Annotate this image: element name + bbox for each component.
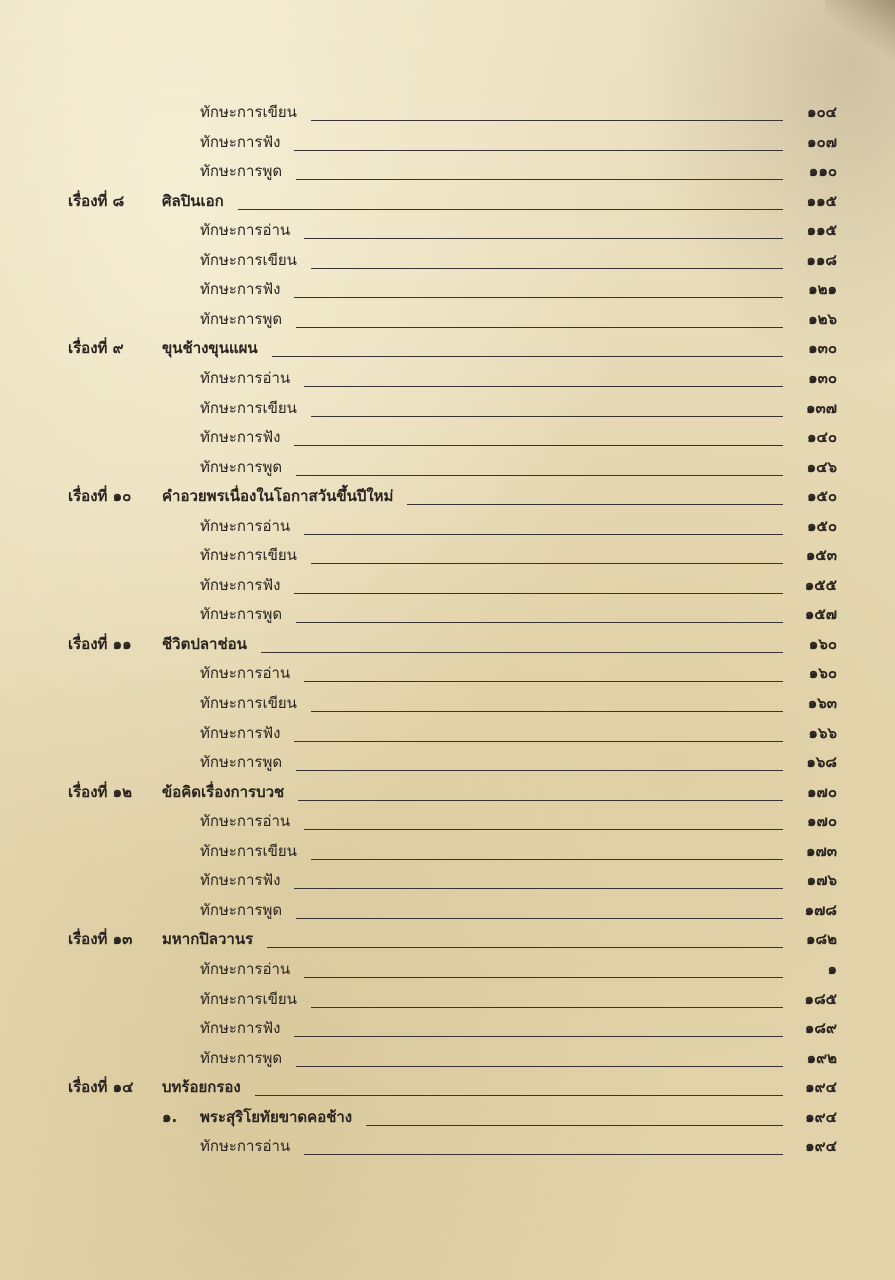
toc-row [0, 809, 895, 839]
leader-line [255, 1095, 783, 1096]
page-number: ๑๒๑ [808, 280, 837, 299]
section-title: ทักษะการฟัง [200, 280, 281, 299]
section-title: ทักษะการพูด [200, 162, 283, 181]
toc-row [0, 218, 895, 248]
toc-row [0, 1046, 895, 1076]
leader-line [296, 327, 783, 328]
leader-line [294, 297, 783, 298]
chapter-title: มหากปิลวานร [162, 930, 254, 949]
page-number: ๑๑๘ [806, 250, 837, 269]
section-title: ทักษะการพูด [200, 309, 283, 328]
toc-row [0, 307, 895, 337]
toc-chapter-row [0, 632, 895, 662]
toc-row [0, 602, 895, 632]
chapter-number: เรื่องที่ ๑๑ [68, 634, 132, 653]
leader-line [407, 504, 783, 505]
page-number: ๑๔๐ [806, 428, 837, 447]
toc-chapter-row [0, 927, 895, 957]
page-number: ๑๐๗ [807, 132, 837, 151]
leader-line [311, 416, 783, 417]
chapter-title: ขุนช้างขุนแผน [162, 339, 258, 358]
section-title: ทักษะการฟัง [200, 428, 281, 447]
toc-chapter-row [0, 484, 895, 514]
leader-line [238, 209, 783, 210]
leader-line [267, 947, 783, 948]
chapter-title: บทร้อยกรอง [162, 1078, 241, 1097]
section-title: ทักษะการอ่าน [200, 221, 291, 240]
toc-row [0, 957, 895, 987]
toc-row [0, 130, 895, 160]
page-number: ๑๙๒ [806, 1048, 837, 1067]
page-number: ๑๑๕ [806, 221, 837, 240]
leader-line [304, 386, 783, 387]
leader-line [304, 681, 783, 682]
leader-line [366, 1125, 783, 1126]
toc-row [0, 1016, 895, 1046]
page-number: ๑๗๐ [807, 812, 837, 831]
toc-row [0, 573, 895, 603]
page-number: ๑๗๓ [805, 841, 837, 860]
toc-row [0, 839, 895, 869]
page-number: ๑๗๖ [806, 871, 837, 890]
page-number: ๑๘๙ [804, 1019, 837, 1038]
page-number: ๑๙๔ [805, 1107, 837, 1126]
page-number: ๑๔๖ [806, 457, 837, 476]
chapter-title: ชีวิตปลาช่อน [162, 634, 247, 653]
page-number: ๑๓๗ [805, 398, 837, 417]
page-number: ๑๕๐ [806, 487, 837, 506]
section-title: ทักษะการฟัง [200, 871, 281, 890]
toc-row [0, 396, 895, 426]
leader-line [294, 888, 783, 889]
leader-line [296, 1066, 783, 1067]
toc-row [0, 721, 895, 751]
toc-row [0, 868, 895, 898]
toc-row [0, 987, 895, 1017]
chapter-number: เรื่องที่ ๑๐ [68, 487, 132, 506]
section-title: ทักษะการเขียน [200, 103, 297, 121]
chapter-number: เรื่องที่ ๑๒ [68, 782, 133, 801]
leader-line [311, 268, 783, 269]
leader-line [294, 1036, 783, 1037]
section-title: ทักษะการอ่าน [200, 664, 291, 683]
page-number: ๑๕๓ [805, 546, 837, 565]
page-number: ๑ [827, 959, 837, 978]
chapter-number: เรื่องที่ ๑๓ [68, 930, 133, 949]
toc-row [0, 750, 895, 780]
toc-row [0, 277, 895, 307]
page-number: ๑๑๕ [806, 191, 837, 210]
chapter-title: ศิลปินเอก [162, 191, 224, 210]
section-title: ทักษะการพูด [200, 457, 283, 476]
chapter-number: เรื่องที่ ๘ [68, 191, 125, 210]
leader-line [294, 445, 783, 446]
toc-chapter-row [0, 189, 895, 219]
leader-line [304, 238, 783, 239]
page-number: ๑๕๗ [804, 605, 837, 624]
section-title: ทักษะการอ่าน [200, 516, 291, 535]
leader-line [304, 1154, 783, 1155]
section-title: ทักษะการพูด [200, 900, 283, 919]
leader-line [296, 475, 783, 476]
page-number: ๑๖๖ [808, 723, 837, 742]
toc-row [0, 691, 895, 721]
leader-line [294, 150, 783, 151]
section-title: ทักษะการเขียน [200, 989, 297, 1008]
leader-line [298, 800, 783, 801]
toc-row [0, 159, 895, 189]
section-title: ทักษะการฟัง [200, 132, 281, 151]
chapter-title: คำอวยพรเนื่องในโอกาสวันขึ้นปีใหม่ [162, 487, 394, 506]
page-number: ๑๕๕ [804, 575, 837, 594]
section-title: ทักษะการพูด [200, 753, 283, 772]
leader-line [304, 829, 783, 830]
page-number: ๑๒๖ [808, 309, 837, 328]
page-number: ๑๘๒ [806, 930, 837, 949]
leader-line [261, 652, 783, 653]
page-number: ๑๗๐ [807, 782, 837, 801]
leader-line [272, 356, 783, 357]
toc-row [0, 248, 895, 278]
section-title: ทักษะการฟัง [200, 723, 281, 742]
section-title: ทักษะการอ่าน [200, 959, 291, 978]
page-number: ๑๐๔ [806, 103, 837, 121]
page-number: ๑๗๘ [804, 900, 837, 919]
page-number: ๑๑๐ [808, 162, 837, 181]
leader-line [304, 977, 783, 978]
section-title: พระสุริโยทัยขาดคอช้าง [200, 1107, 353, 1126]
toc-row [0, 661, 895, 691]
leader-line [311, 120, 783, 121]
folded-corner [825, 0, 895, 60]
section-title: ทักษะการอ่าน [200, 812, 291, 831]
section-title: ทักษะการพูด [200, 605, 283, 624]
page-number: ๑๖๓ [807, 694, 837, 712]
section-title: ทักษะการเขียน [200, 398, 297, 417]
leader-line [296, 918, 783, 919]
toc-row [0, 425, 895, 455]
page-number: ๑๖๐ [808, 664, 837, 683]
leader-line [294, 741, 783, 742]
leader-line [311, 1007, 783, 1008]
section-title: ทักษะการฟัง [200, 1019, 281, 1038]
section-title: ทักษะการฟัง [200, 575, 281, 594]
page-number: ๑๙๔ [805, 1137, 837, 1156]
section-title: ทักษะการอ่าน [200, 1137, 291, 1156]
leader-line [304, 534, 783, 535]
section-title: ทักษะการอ่าน [200, 368, 291, 387]
toc-row [0, 1134, 895, 1164]
section-title: ทักษะการพูด [200, 1048, 283, 1067]
item-number: ๑. [162, 1107, 178, 1126]
toc-chapter-row [0, 780, 895, 810]
toc-row [0, 514, 895, 544]
page-number: ๑๖๘ [806, 753, 837, 772]
page-number: ๑๖๐ [808, 634, 837, 653]
leader-line [311, 563, 783, 564]
toc-chapter-row [0, 336, 895, 366]
chapter-number: เรื่องที่ ๑๔ [68, 1078, 134, 1097]
chapter-title: ข้อคิดเรื่องการบวช [162, 782, 285, 801]
toc-row [0, 1105, 895, 1135]
toc-row [0, 898, 895, 928]
page-number: ๑๓๐ [808, 368, 837, 387]
leader-line [294, 593, 783, 594]
toc-chapter-row [0, 1075, 895, 1105]
section-title: ทักษะการเขียน [200, 841, 297, 860]
toc-row [0, 100, 895, 130]
leader-line [311, 859, 783, 860]
chapter-number: เรื่องที่ ๙ [68, 339, 124, 358]
leader-line [311, 711, 783, 712]
leader-line [296, 622, 783, 623]
section-title: ทักษะการเขียน [200, 546, 297, 565]
section-title: ทักษะการเขียน [200, 694, 297, 712]
page-number: ๑๘๕ [804, 989, 837, 1008]
leader-line [296, 179, 783, 180]
page-number: ๑๕๐ [806, 516, 837, 535]
toc-row [0, 455, 895, 485]
leader-line [296, 770, 783, 771]
toc-row [0, 366, 895, 396]
page-number: ๑๓๐ [808, 339, 837, 358]
toc-row [0, 543, 895, 573]
page-number: ๑๙๔ [805, 1078, 837, 1097]
section-title: ทักษะการเขียน [200, 250, 297, 269]
